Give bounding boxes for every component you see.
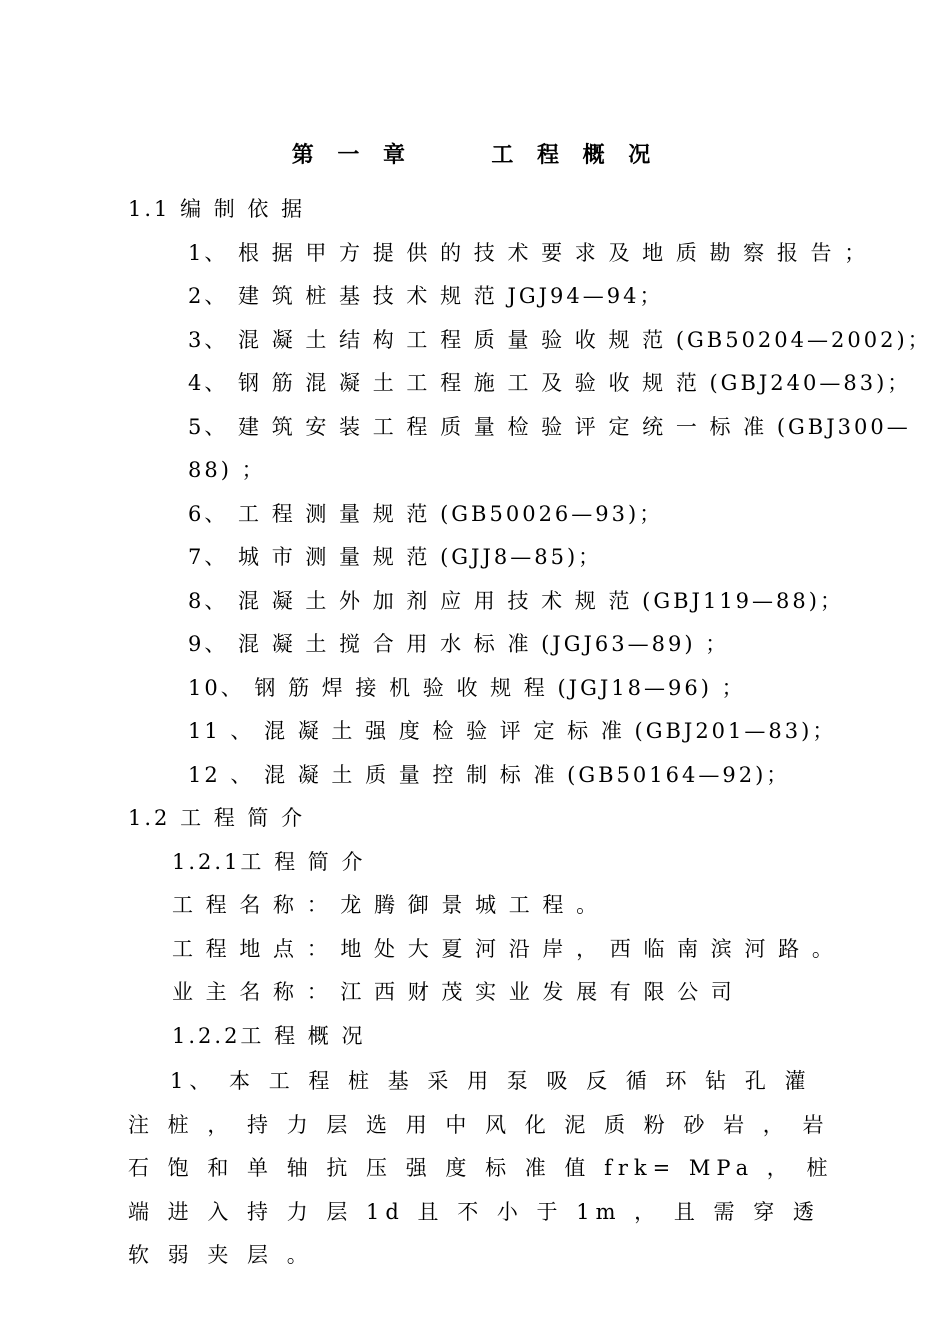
basis-item-5: 5、 建 筑 安 装 工 程 质 量 检 验 评 定 统 一 标 准 (GBJ300—	[188, 415, 911, 439]
basis-item-9: 9、 混 凝 土 搅 合 用 水 标 准 (JGJ63—89) ；	[188, 632, 730, 656]
basis-item-4: 4、 钢 筋 混 凝 土 工 程 施 工 及 验 收 规 范 (GBJ240—83)；	[188, 371, 912, 395]
basis-item-5-cont: 88) ；	[188, 458, 266, 482]
project-name: 工 程 名 称 ： 龙 腾 御 景 城 工 程 。	[172, 893, 601, 917]
basis-item-7: 7、 城 市 测 量 规 范 (GJJ8—85)；	[188, 545, 603, 569]
chapter-title: 第 一 章 工 程 概 况	[291, 142, 659, 168]
basis-item-11: 11 、 混 凝 土 强 度 检 验 评 定 标 准 (GBJ201—83)；	[188, 719, 837, 743]
basis-item-6: 6、 工 程 测 量 规 范 (GB50026—93)；	[188, 502, 664, 526]
project-location: 工 程 地 点 ： 地 处 大 夏 河 沿 岸 ， 西 临 南 滨 河 路 。	[172, 937, 836, 961]
overview-paragraph: 1、 本 工 程 桩 基 采 用 泵 吸 反 循 环 钻 孔 灌 注 桩 ， 持 力 层 选 用 中 风 化 泥 质 粉 砂 岩 ， 岩 石 饱 和 单 轴 抗 压 强 度 标 准 值 frk= MPa ， 桩 端 进 入 持 力 层 1d 且 不 小 于 1m ， 且 需 穿 透 软 弱 夹 层 。	[128, 1069, 834, 1267]
basis-item-2: 2、 建 筑 桩 基 技 术 规 范 JGJ94—94；	[188, 284, 664, 308]
basis-item-3: 3、 混 凝 土 结 构 工 程 质 量 验 收 规 范 (GB50204—2002)；	[188, 328, 932, 352]
subsection-heading-1-2-1: 1.2.1工 程 简 介	[172, 850, 366, 874]
basis-item-1: 1、 根 据 甲 方 提 供 的 技 术 要 求 及 地 质 勘 察 报 告 ；	[188, 241, 869, 265]
basis-item-10: 10、 钢 筋 焊 接 机 验 收 规 程 (JGJ18—96) ；	[188, 676, 746, 700]
basis-item-8: 8、 混 凝 土 外 加 剂 应 用 技 术 规 范 (GBJ119—88)；	[188, 589, 844, 613]
section-heading-1-2: 1.2 工 程 简 介	[128, 806, 306, 830]
subsection-heading-1-2-2: 1.2.2工 程 概 况	[172, 1024, 366, 1048]
section-heading-1-1: 1.1 编 制 依 据	[128, 197, 306, 221]
basis-item-12: 12 、 混 凝 土 质 量 控 制 标 准 (GB50164—92)；	[188, 763, 791, 787]
owner-name: 业 主 名 称 ： 江 西 财 茂 实 业 发 展 有 限 公 司	[172, 980, 735, 1004]
